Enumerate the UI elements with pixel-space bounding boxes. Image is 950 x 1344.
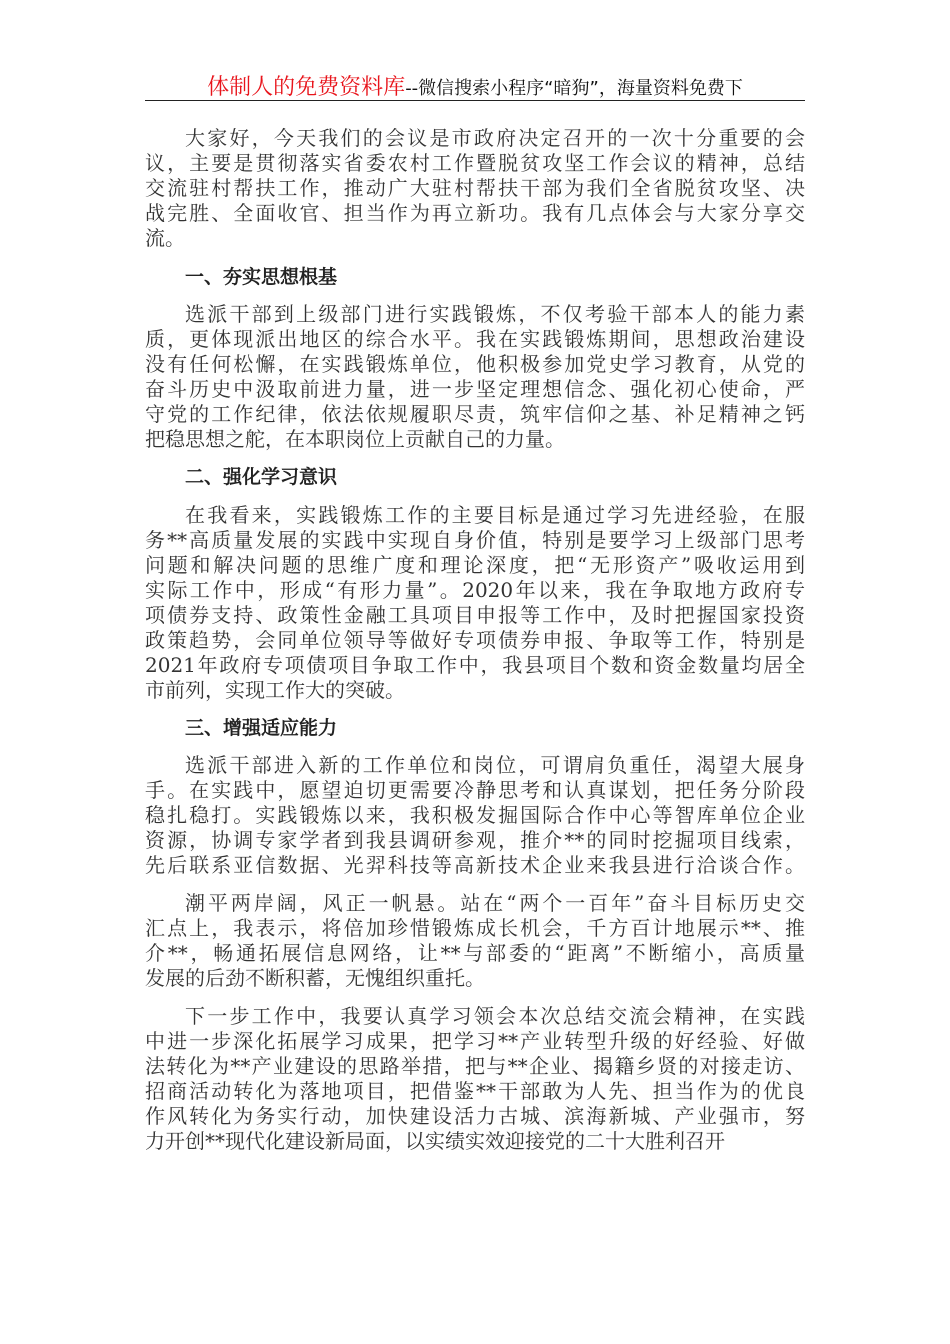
paragraph-line: 项债券支持、政策性金融工具项目申报等工作中，及时把握国家投资 (145, 603, 805, 627)
paragraph-line: 作风转化为务实行动，加快建设活力古城、滨海新城、产业强市，努 (145, 1104, 805, 1128)
paragraph-line: 汇点上，我表示，将倍加珍惜锻炼成长机会，千方百计地展示**、推 (145, 916, 805, 940)
section-heading (145, 465, 805, 490)
paragraph-line: 战完胜、全面收官、担当作为再立新功。我有几点体会与大家分享交 (145, 201, 805, 225)
paragraph-line: 政策趋势，会同单位领导等做好专项债券申报、争取等工作，特别是 (145, 628, 805, 652)
paragraph-line: 中进一步深化拓展学习成果，把学习**产业转型升级的好经验、好做 (145, 1029, 805, 1053)
section-heading (145, 716, 805, 741)
paragraph-line: 大家好，今天我们的会议是市政府决定召开的一次十分重要的会 (185, 126, 805, 150)
paragraph-line: 发展的后劲不断积蓄，无愧组织重托。 (145, 966, 485, 990)
paragraph-line: 资源，协调专家学者到我县调研参观，推介**的同时挖掘项目线索， (145, 828, 805, 852)
paragraph-line: 下一步工作中，我要认真学习领会本次总结交流会精神，在实践 (185, 1004, 805, 1028)
paragraph-line: 实际工作中，形成“有形力量”。2020年以来，我在争取地方政府专 (145, 578, 805, 602)
page-header (145, 70, 805, 100)
paragraph-line: 质，更体现派出地区的综合水平。我在实践锻炼期间，思想政治建设 (145, 327, 805, 351)
paragraph-line: 选派干部到上级部门进行实践锻炼，不仅考验干部本人的能力素 (185, 302, 805, 326)
paragraph (145, 753, 805, 878)
paragraph-line: 守党的工作纪律，依法依规履职尽责，筑牢信仰之基、补足精神之钙 (145, 402, 805, 426)
paragraph-line: 务**高质量发展的实践中实现自身价值，特别是要学习上级部门思考 (145, 528, 805, 552)
paragraph-line: 先后联系亚信数据、光羿科技等高新技术企业来我县进行洽谈合作。 (145, 853, 805, 877)
section-heading-text: 一、夯实思想根基 (185, 266, 338, 288)
section-heading (145, 265, 805, 290)
paragraph-line: 稳扎稳打。实践锻炼以来，我积极发掘国际合作中心等智库单位企业 (145, 803, 805, 827)
header-brand: 体制人的免费资料库 (207, 75, 406, 100)
paragraph (145, 126, 805, 251)
header-rule (145, 100, 805, 101)
paragraph (145, 503, 805, 703)
paragraph-line: 手。在实践中，愿望迫切更需要冷静思考和认真谋划，把任务分阶段 (145, 778, 805, 802)
paragraph-line: 市前列，实现工作大的突破。 (145, 678, 405, 702)
paragraph-line: 议，主要是贯彻落实省委农村工作暨脱贫攻坚工作会议的精神，总结 (145, 151, 805, 175)
paragraph-line: 介**，畅通拓展信息网络，让**与部委的“距离”不断缩小，高质量 (145, 941, 805, 965)
paragraph (145, 891, 805, 991)
header-tagline: --微信搜索小程序“暗狗”，海量资料免费下 (405, 78, 743, 99)
paragraph-line: 没有任何松懈，在实践锻炼单位，他积极参加党史学习教育，从党的 (145, 352, 805, 376)
paragraph-line: 力开创**现代化建设新局面，以实绩实效迎接党的二十大胜利召开 (145, 1129, 725, 1153)
paragraph-line: 潮平两岸阔，风正一帆悬。站在“两个一百年”奋斗目标历史交 (185, 891, 805, 915)
paragraph (145, 1004, 805, 1154)
paragraph-line: 法转化为**产业建设的思路举措，把与**企业、揭籍乡贤的对接走访、 (145, 1054, 805, 1078)
paragraph-line: 2021年政府专项债项目争取工作中，我县项目个数和资金数量均居全 (145, 653, 805, 677)
paragraph-line: 问题和解决问题的思维广度和理论深度，把“无形资产”吸收运用到 (145, 553, 805, 577)
section-heading-text: 二、强化学习意识 (185, 466, 338, 488)
paragraph-line: 在我看来，实践锻炼工作的主要目标是通过学习先进经验，在服 (185, 503, 805, 527)
paragraph-line: 把稳思想之舵，在本职岗位上贡献自己的力量。 (145, 427, 565, 451)
paragraph-line: 选派干部进入新的工作单位和岗位，可谓肩负重任，渴望大展身 (185, 753, 805, 777)
paragraph-line: 交流驻村帮扶工作，推动广大驻村帮扶干部为我们全省脱贫攻坚、决 (145, 176, 805, 200)
paragraph-line: 招商活动转化为落地项目，把借鉴**干部敢为人先、担当作为的优良 (145, 1079, 805, 1103)
section-heading-text: 三、增强适应能力 (185, 717, 338, 739)
paragraph-line: 流。 (145, 226, 185, 250)
paragraph (145, 302, 805, 452)
paragraph-line: 奋斗历史中汲取前进力量，进一步坚定理想信念、强化初心使命，严 (145, 377, 805, 401)
